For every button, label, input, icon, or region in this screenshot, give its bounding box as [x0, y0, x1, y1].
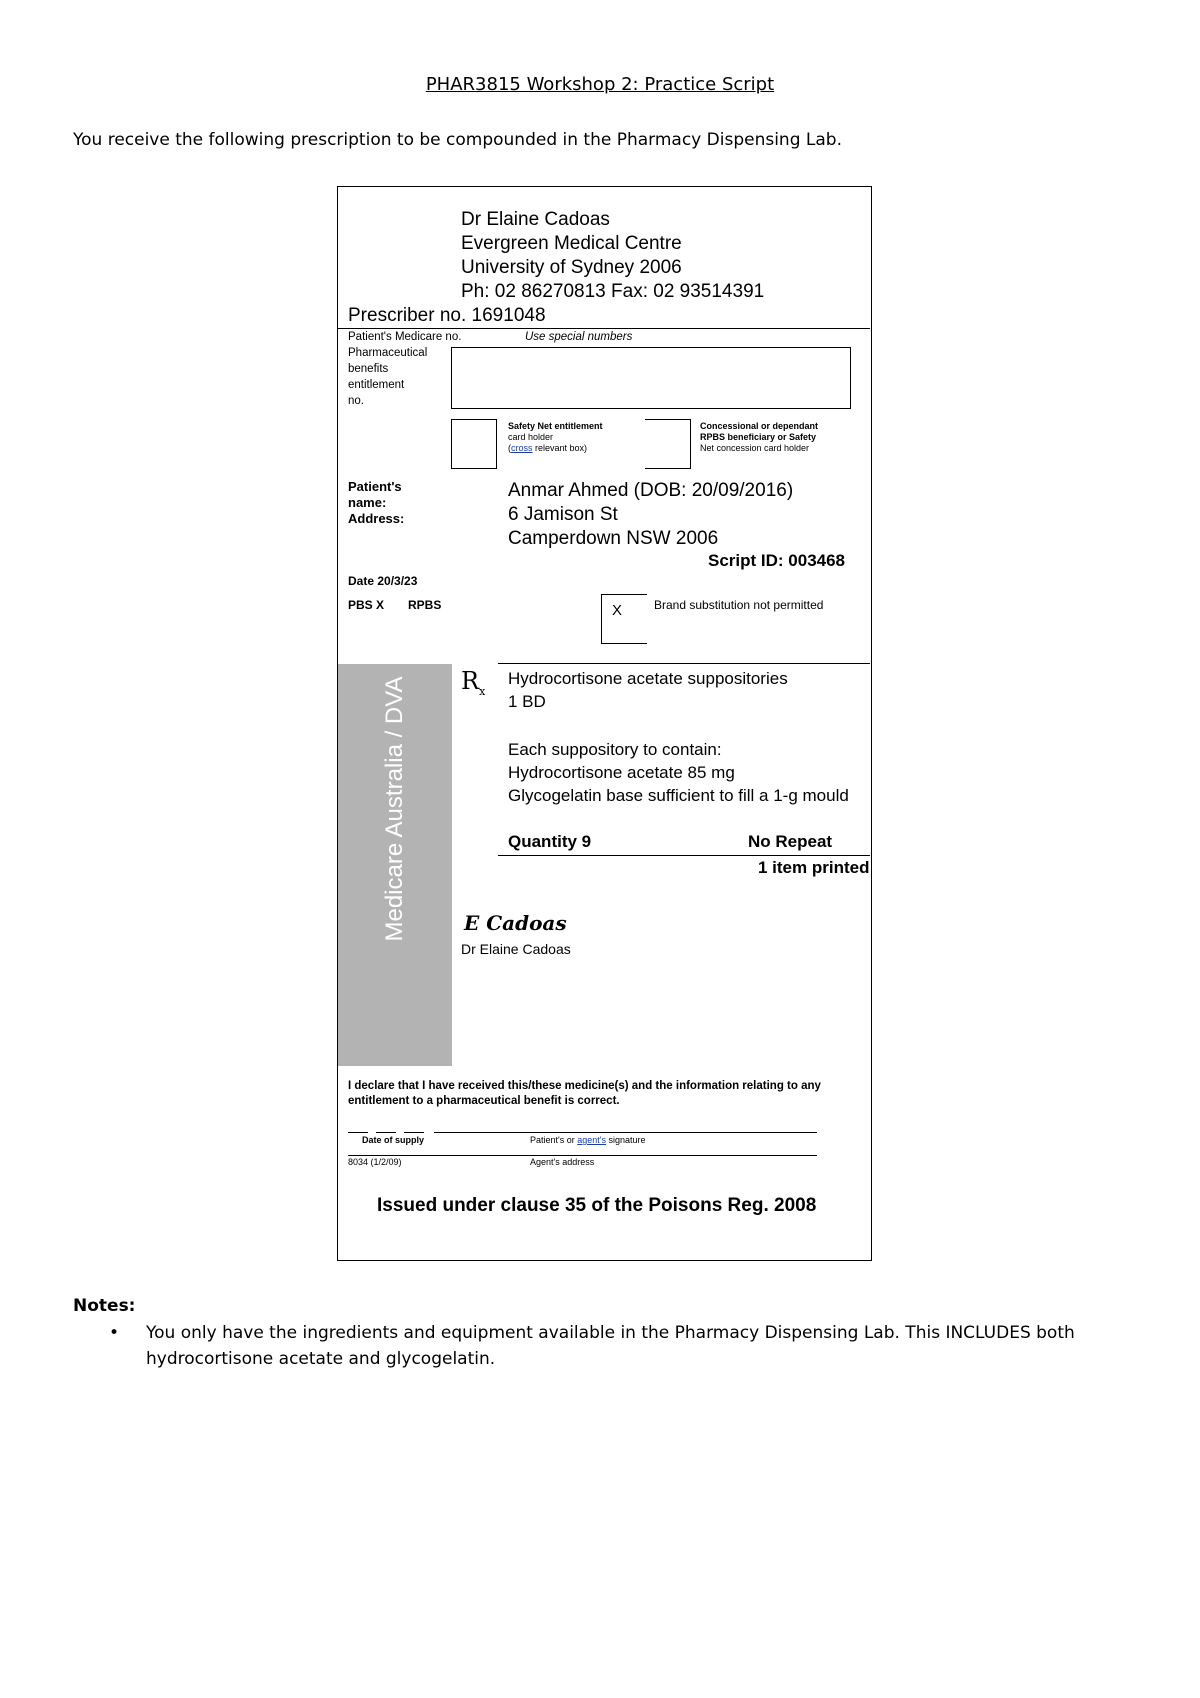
pbs-label: PBS X — [348, 598, 385, 612]
date-blank — [404, 1132, 424, 1133]
brand-substitution-checkbox — [601, 594, 647, 644]
date-blank — [376, 1132, 396, 1133]
agent-address-line — [348, 1155, 817, 1156]
brand-substitution-label: Brand substitution not permitted — [654, 598, 824, 612]
date-of-supply-label: Date of supply — [362, 1135, 425, 1145]
list-item — [73, 1320, 1143, 1372]
form-code: 8034 (1/2/09) — [348, 1157, 402, 1167]
pbe-label-line: entitlement — [348, 379, 405, 391]
side-banner-text: Medicare Australia / DVA — [381, 676, 408, 942]
pbe-label-line: no. — [348, 395, 364, 407]
entitlement-number-box — [451, 347, 851, 409]
declaration-line: I declare that I have received this/these medicine(s) and the information relating to any — [348, 1080, 821, 1092]
patient-sig-agent: agent's — [577, 1135, 606, 1145]
pbe-label-line: Pharmaceutical — [348, 347, 428, 359]
patient-sig-suffix: signature — [606, 1135, 646, 1145]
page-title: PHAR3815 Workshop 2: Practice Script — [425, 74, 775, 95]
script-date: Date 20/3/23 — [348, 574, 418, 588]
pbe-label-line: benefits — [348, 363, 389, 375]
clinic-name: Evergreen Medical Centre — [461, 233, 682, 254]
intro-text: You receive the following prescription to be compounded in the Pharmacy Dispensing Lab. — [73, 130, 842, 150]
safety-net-label: (cross relevant box) — [508, 443, 588, 453]
notes-title: Notes: — [73, 1296, 136, 1316]
note-text: You only have the ingredients and equipment available in the Pharmacy Dispensing Lab. This INCLUDES both hydrocortisone acetate and glycogelatin. — [146, 1323, 1075, 1369]
patient-name-dob: Anmar Ahmed (DOB: 20/09/2016) — [508, 480, 794, 501]
prescriber-phone-fax: Ph: 02 86270813 Fax: 02 93514391 — [461, 281, 765, 302]
divider — [498, 663, 870, 664]
side-banner — [338, 664, 452, 1066]
prescription-form — [337, 186, 872, 1261]
rpbs-label: RPBS — [408, 598, 442, 612]
drug-name: Hydrocortisone acetate suppositories — [508, 669, 788, 688]
safety-net-label: card holder — [508, 432, 554, 442]
contain-header: Each suppository to contain: — [508, 740, 722, 759]
patient-address-line2: Camperdown NSW 2006 — [508, 528, 719, 549]
ingredient-1: Hydrocortisone acetate 85 mg — [508, 763, 735, 782]
quantity: Quantity 9 — [508, 832, 592, 851]
repeat: No Repeat — [748, 832, 833, 851]
divider — [338, 328, 870, 329]
signer-name: Dr Elaine Cadoas — [461, 941, 571, 957]
special-numbers-label: Use special numbers — [525, 331, 633, 343]
ingredient-2: Glycogelatin base sufficient to fill a 1-g mould — [508, 786, 849, 805]
concessional-label: Concessional or dependant — [700, 421, 819, 431]
rx-symbol: $R_x$ — [461, 667, 486, 698]
prescriber-number: Prescriber no. 1691048 — [348, 305, 546, 326]
declaration-line: entitlement to a pharmaceutical benefit is correct. — [348, 1095, 620, 1107]
drug-dose: 1 BD — [508, 692, 546, 711]
patient-sig-prefix: Patient's or — [530, 1135, 578, 1145]
date-blank — [348, 1132, 368, 1133]
patient-label: Address: — [348, 511, 405, 526]
issued-clause: Issued under clause 35 of the Poisons Reg. 2008 — [377, 1195, 817, 1216]
clinic-location: University of Sydney 2006 — [461, 257, 682, 278]
patient-address-line1: 6 Jamison St — [508, 504, 618, 525]
cross-rest: relevant box) — [532, 443, 588, 453]
safety-net-checkbox — [451, 419, 497, 469]
signature: E Cadoas — [464, 911, 567, 935]
safety-net-label: Safety Net entitlement — [508, 421, 603, 431]
script-id: Script ID: 003468 — [708, 551, 846, 570]
items-printed: 1 item printed — [758, 858, 870, 877]
concessional-checkbox — [645, 419, 691, 469]
patient-signature-label — [530, 1135, 646, 1146]
medicare-label: Patient's Medicare no. — [348, 331, 462, 343]
bullet-icon: • — [109, 1323, 120, 1343]
agent-address-label: Agent's address — [530, 1157, 595, 1167]
concessional-label: RPBS beneficiary or Safety — [700, 432, 817, 442]
patient-label: name: — [348, 495, 387, 510]
notes-list — [73, 1320, 1143, 1372]
prescriber-name: Dr Elaine Cadoas — [461, 209, 610, 230]
cross-word: cross — [511, 443, 533, 453]
patient-label: Patient's — [348, 479, 402, 494]
signature-line — [434, 1132, 817, 1133]
brand-box-mark: X — [612, 602, 623, 619]
concessional-label: Net concession card holder — [700, 443, 810, 453]
